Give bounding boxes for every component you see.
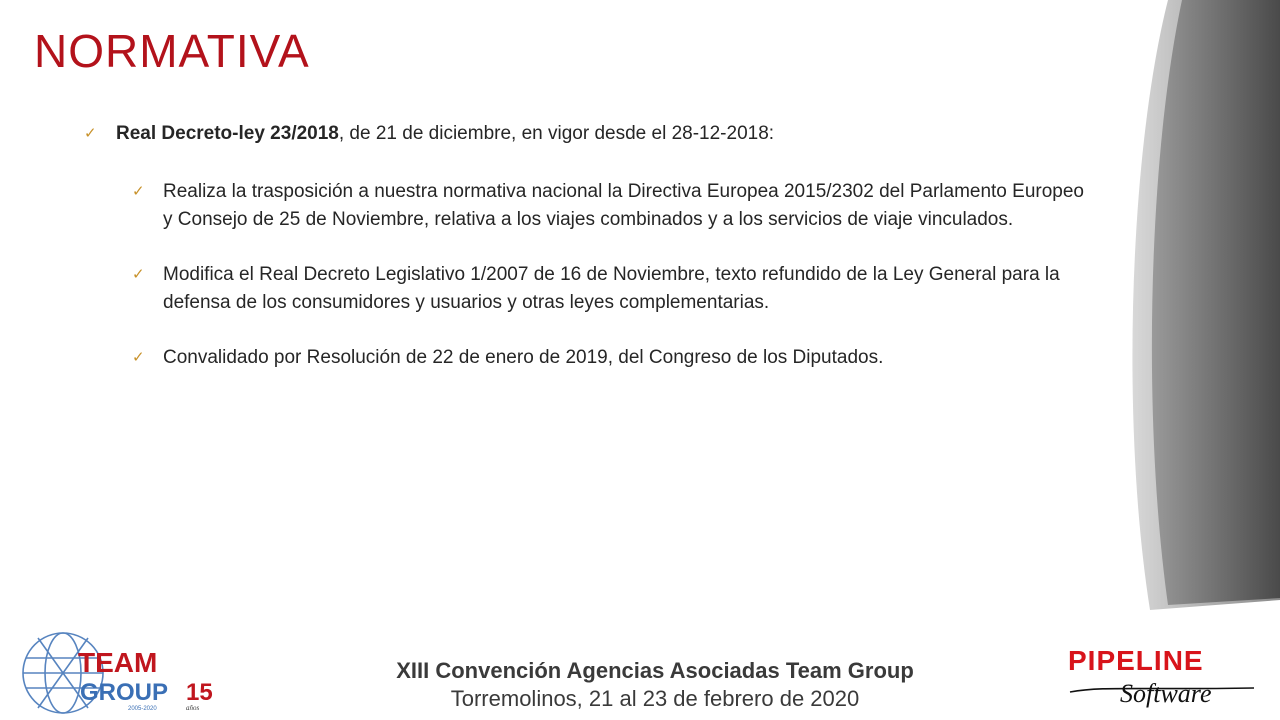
decorative-side-swoosh	[1120, 0, 1280, 640]
sub-bullet	[132, 261, 1084, 317]
checkmark-icon: ✓	[132, 349, 145, 366]
footer-event-location: Torremolinos, 21 al 23 de febrero de 2020	[450, 686, 860, 711]
svg-text:TEAM: TEAM	[78, 647, 158, 678]
svg-text:15: 15	[186, 679, 213, 706]
checkmark-icon: ✓	[132, 183, 145, 200]
sub-bullet-text: Convalidado por Resolución de 22 de enero de 2019, del Congreso de los Diputados.	[163, 347, 884, 368]
sub-bullet	[132, 344, 1084, 372]
svg-text:Software: Software	[1120, 679, 1212, 708]
pipeline-software-logo	[1064, 640, 1264, 720]
sub-bullet	[132, 178, 1084, 234]
footer-event-title: XIII Convención Agencias Asociadas Team Group	[396, 658, 914, 683]
main-bullet-text: , de 21 de diciembre, en vigor desde el 28-12-2018:	[338, 123, 775, 144]
main-bullet	[84, 120, 1084, 148]
checkmark-icon: ✓	[84, 125, 97, 142]
main-bullet-bold: Real Decreto-ley 23/2018	[116, 123, 339, 144]
bullet-list	[84, 120, 1084, 399]
checkmark-icon: ✓	[132, 266, 145, 283]
sub-bullet-text: Modifica el Real Decreto Legislativo 1/2007 de 16 de Noviembre, texto refundido de la Ley General para la defensa de los consumidores y usuarios y otras leyes complementarias.	[163, 264, 1060, 313]
svg-text:PIPELINE: PIPELINE	[1068, 645, 1204, 676]
svg-text:años: años	[186, 704, 200, 712]
svg-text:2005-2020: 2005-2020	[128, 706, 157, 712]
svg-text:GROUP: GROUP	[80, 679, 169, 706]
team-group-logo	[18, 628, 218, 718]
sub-bullet-text: Realiza la trasposición a nuestra normativa nacional la Directiva Europea 2015/2302 del Parlamento Europeo y Consejo de 25 de Noviembre, relativa a los viajes combinados y a los servicios de viaje vinculados.	[163, 181, 1084, 230]
slide-title: NORMATIVA	[34, 25, 310, 77]
